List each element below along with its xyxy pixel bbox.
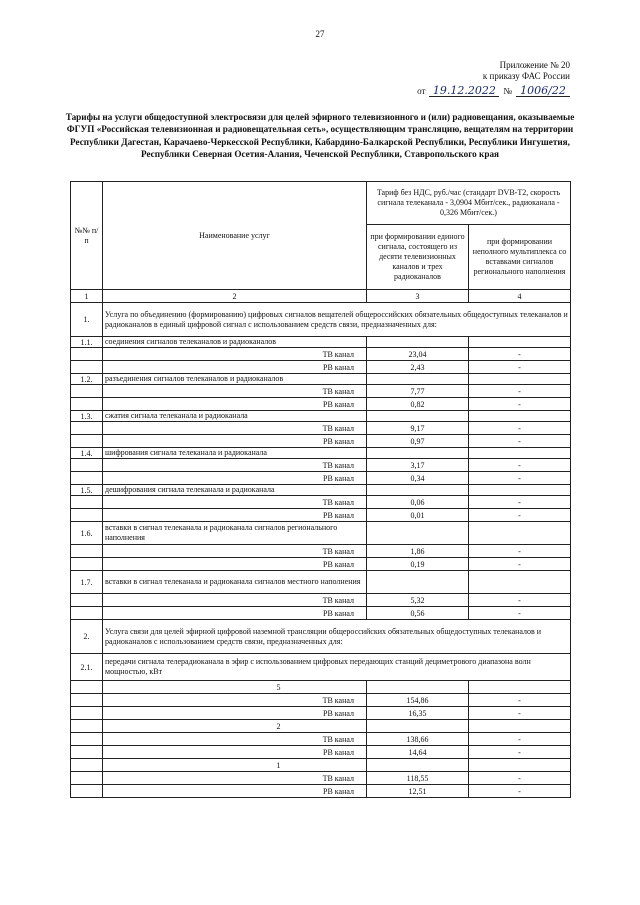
group-header-row (71, 374, 571, 385)
table-row (71, 398, 571, 411)
col-number: 4 (469, 290, 571, 303)
tariff-value-col3: 7,77 (367, 385, 469, 398)
row-label: ТВ канал (103, 772, 367, 785)
tariff-value-col4: - (469, 398, 571, 411)
from-label: от (417, 86, 426, 96)
appendix-order-ref: к приказу ФАС России (482, 71, 570, 81)
empty-cell (367, 337, 469, 348)
empty-cell (71, 422, 103, 435)
empty-cell (71, 459, 103, 472)
empty-cell (367, 411, 469, 422)
page-number: 27 (315, 29, 325, 39)
group-header-row (71, 485, 571, 496)
row-label: РВ канал (103, 607, 367, 620)
table-row (71, 509, 571, 522)
tariff-value-col4: - (469, 772, 571, 785)
power-row (71, 720, 571, 733)
power-row (71, 759, 571, 772)
tariff-value-col4: - (469, 509, 571, 522)
row-label: ТВ канал (103, 545, 367, 558)
row-label: ТВ канал (103, 422, 367, 435)
group-name: вставки в сигнал телеканала и радиоканала сигналов регионального наполнения (103, 522, 367, 545)
tariff-value-col3: 23,04 (367, 348, 469, 361)
tariff-value-col3: 154,86 (367, 694, 469, 707)
tariff-value-col4: - (469, 422, 571, 435)
table-row (71, 422, 571, 435)
tariff-table (70, 181, 571, 798)
empty-cell (71, 720, 103, 733)
empty-cell (367, 374, 469, 385)
empty-cell (469, 759, 571, 772)
group-num: 1.2. (71, 374, 103, 385)
table-row (71, 594, 571, 607)
col-number: 1 (71, 290, 103, 303)
empty-cell (71, 435, 103, 448)
power-value: 5 (103, 681, 367, 694)
header-col3: при формировании единого сигнала, состоящего из десяти телевизионных каналов и трех радиоканалов (367, 225, 469, 290)
section2-body (71, 681, 571, 798)
row-label: ТВ канал (103, 594, 367, 607)
empty-cell (71, 746, 103, 759)
tariff-value-col3: 138,66 (367, 733, 469, 746)
tariff-value-col3: 12,51 (367, 785, 469, 798)
tariff-value-col3: 5,32 (367, 594, 469, 607)
table-row (71, 694, 571, 707)
column-number-row (71, 290, 571, 303)
group-num: 1.3. (71, 411, 103, 422)
row-label: ТВ канал (103, 733, 367, 746)
document-title: Тарифы на услуги общедоступной электросвязи для целей эфирного телевизионного и (или) радиовещания, оказываемые ФГУП «Российская телевизионная и радиовещательная сеть», осуществляющим трансляцию, вещателям на территории Республики Дагестан, Карачаево-Черкесской Республики, Кабардино-Балкарской Республики, Республики Ингушетия, Республики Северная Осетия-Алания, Чеченской Республики, Ставропольского края (65, 112, 575, 160)
empty-cell (71, 733, 103, 746)
group-num: 1.1. (71, 337, 103, 348)
empty-cell (367, 681, 469, 694)
empty-cell (71, 607, 103, 620)
order-date-number (370, 85, 570, 97)
empty-cell (367, 720, 469, 733)
section-text: Услуга по объединению (формированию) цифровых сигналов вещателей общероссийских обязательных общедоступных телеканалов и радиоканалов в единый цифровой сигнал с использованием средств связи, предназначенных для: (103, 303, 571, 337)
row-label: РВ канал (103, 472, 367, 485)
header-col4: при формировании неполного мультиплекса со вставками сигналов регионального наполнения (469, 225, 571, 290)
row-label: РВ канал (103, 435, 367, 448)
empty-cell (71, 472, 103, 485)
header-row (71, 182, 571, 225)
tariff-value-col3: 3,17 (367, 459, 469, 472)
power-row (71, 681, 571, 694)
col-number: 2 (103, 290, 367, 303)
empty-cell (469, 337, 571, 348)
order-date: 19.12.2022 (429, 85, 499, 97)
empty-cell (71, 509, 103, 522)
tariff-value-col4: - (469, 558, 571, 571)
tariff-value-col4: - (469, 472, 571, 485)
group-num: 1.6. (71, 522, 103, 545)
row-label: ТВ канал (103, 496, 367, 509)
empty-cell (367, 448, 469, 459)
empty-cell (367, 522, 469, 545)
tariff-value-col3: 0,97 (367, 435, 469, 448)
empty-cell (469, 411, 571, 422)
section-row (71, 620, 571, 654)
appendix-block (370, 60, 570, 97)
empty-cell (71, 398, 103, 411)
tariff-value-col3: 0,19 (367, 558, 469, 571)
empty-cell (367, 485, 469, 496)
empty-cell (71, 594, 103, 607)
empty-cell (469, 448, 571, 459)
tariff-value-col4: - (469, 785, 571, 798)
table-row (71, 545, 571, 558)
group-name: дешифрования сигнала телеканала и радиоканала (103, 485, 367, 496)
group-num: 1.7. (71, 571, 103, 594)
empty-cell (71, 385, 103, 398)
header-num: №№ п/п (71, 182, 103, 290)
appendix-title: Приложение № 20 (499, 60, 570, 70)
row-label: ТВ канал (103, 348, 367, 361)
row-label: ТВ канал (103, 694, 367, 707)
row-label: ТВ канал (103, 385, 367, 398)
section-num: 2. (71, 620, 103, 654)
empty-cell (469, 681, 571, 694)
table-row (71, 746, 571, 759)
tariff-value-col3: 1,86 (367, 545, 469, 558)
section-num: 1. (71, 303, 103, 337)
tariff-value-col4: - (469, 435, 571, 448)
header-tariff: Тариф без НДС, руб./час (стандарт DVB-T2, скорость сигнала телеканала - 3,0904 Мбит/сек., радиоканала - 0,326 Мбит/сек.) (367, 182, 571, 225)
row-label: РВ канал (103, 361, 367, 374)
table-row (71, 459, 571, 472)
empty-cell (71, 496, 103, 509)
tariff-value-col4: - (469, 707, 571, 720)
tariff-value-col3: 0,56 (367, 607, 469, 620)
table-row (71, 361, 571, 374)
empty-cell (71, 348, 103, 361)
empty-cell (71, 545, 103, 558)
table-row (71, 496, 571, 509)
tariff-value-col4: - (469, 385, 571, 398)
table-row (71, 385, 571, 398)
tariff-value-col3: 0,01 (367, 509, 469, 522)
empty-cell (367, 571, 469, 594)
tariff-value-col4: - (469, 361, 571, 374)
empty-cell (71, 681, 103, 694)
empty-cell (469, 720, 571, 733)
empty-cell (469, 571, 571, 594)
tariff-value-col3: 16,35 (367, 707, 469, 720)
section-row (71, 303, 571, 337)
tariff-value-col3: 0,34 (367, 472, 469, 485)
group-header-row (71, 337, 571, 348)
section1-body (71, 337, 571, 620)
order-number: 1006/22 (516, 85, 570, 97)
power-value: 1 (103, 759, 367, 772)
tariff-value-col3: 14,64 (367, 746, 469, 759)
row-label: РВ канал (103, 398, 367, 411)
empty-cell (71, 759, 103, 772)
empty-cell (71, 558, 103, 571)
empty-cell (71, 785, 103, 798)
row-label: РВ канал (103, 558, 367, 571)
tariff-value-col4: - (469, 496, 571, 509)
row-label: РВ канал (103, 746, 367, 759)
group-header-row (71, 571, 571, 594)
table-row (71, 348, 571, 361)
tariff-value-col3: 2,43 (367, 361, 469, 374)
empty-cell (469, 374, 571, 385)
empty-cell (71, 694, 103, 707)
row-label: РВ канал (103, 785, 367, 798)
row-label: РВ канал (103, 509, 367, 522)
group-name: соединения сигналов телеканалов и радиоканалов (103, 337, 367, 348)
empty-cell (367, 759, 469, 772)
table-row (71, 772, 571, 785)
tariff-value-col4: - (469, 733, 571, 746)
row-label: РВ канал (103, 707, 367, 720)
table-row (71, 785, 571, 798)
tariff-value-col4: - (469, 694, 571, 707)
table-row (71, 707, 571, 720)
empty-cell (71, 707, 103, 720)
table-row (71, 435, 571, 448)
power-value: 2 (103, 720, 367, 733)
tariff-value-col4: - (469, 594, 571, 607)
tariff-value-col3: 0,06 (367, 496, 469, 509)
group-num: 1.4. (71, 448, 103, 459)
group-num: 2.1. (71, 654, 103, 681)
tariff-value-col3: 0,82 (367, 398, 469, 411)
row-label: ТВ канал (103, 459, 367, 472)
header-name: Наименование услуг (103, 182, 367, 290)
group-name: передачи сигнала телерадиоканала в эфир с использованием цифровых передающих станций дециметрового диапазона волн мощностью, кВт (103, 654, 571, 681)
tariff-value-col3: 118,55 (367, 772, 469, 785)
group-name: вставки в сигнал телеканала и радиоканала сигналов местного наполнения (103, 571, 367, 594)
group-header-row (71, 448, 571, 459)
group-num: 1.5. (71, 485, 103, 496)
tariff-value-col3: 9,17 (367, 422, 469, 435)
col-number: 3 (367, 290, 469, 303)
table-row (71, 733, 571, 746)
group-header-row (71, 522, 571, 545)
empty-cell (71, 772, 103, 785)
group-name: разъединения сигналов телеканалов и радиоканалов (103, 374, 367, 385)
group-name: сжатия сигнала телеканала и радиоканала (103, 411, 367, 422)
group-name: шифрования сигнала телеканала и радиоканала (103, 448, 367, 459)
empty-cell (469, 485, 571, 496)
table-row (71, 558, 571, 571)
number-label: № (503, 86, 512, 96)
section-text: Услуга связи для целей эфирной цифровой наземной трансляции общероссийских обязательных общедоступных телеканалов и радиоканалов с использованием средств связи, предназначенных для: (103, 620, 571, 654)
group-header-row (71, 411, 571, 422)
tariff-value-col4: - (469, 348, 571, 361)
tariff-value-col4: - (469, 545, 571, 558)
table-row (71, 472, 571, 485)
tariff-value-col4: - (469, 459, 571, 472)
tariff-value-col4: - (469, 746, 571, 759)
tariff-value-col4: - (469, 607, 571, 620)
table-row (71, 607, 571, 620)
group-header-row (71, 654, 571, 681)
empty-cell (469, 522, 571, 545)
empty-cell (71, 361, 103, 374)
